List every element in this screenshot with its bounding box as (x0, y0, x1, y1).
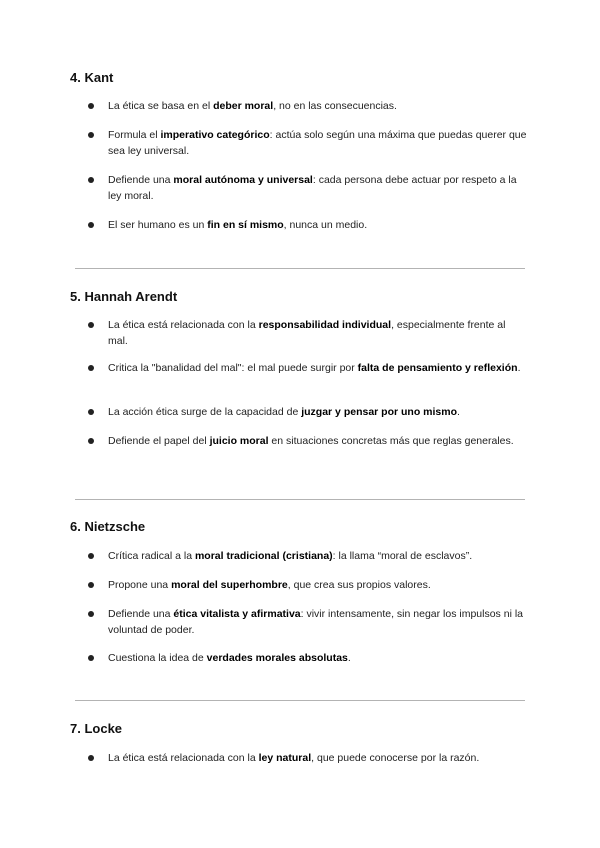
bullet-icon (88, 103, 94, 109)
list-item: Formula el imperativo categórico: actúa solo según una máxima que puedas querer que sea ley universal. (108, 129, 527, 157)
bullet-icon (88, 438, 94, 444)
list-item: La ética se basa en el deber moral, no en las consecuencias. (108, 100, 397, 112)
list-item: Cuestiona la idea de verdades morales absolutas. (108, 652, 351, 664)
bullet-icon (88, 655, 94, 661)
list-item: Critica la "banalidad del mal": el mal puede surgir por falta de pensamiento y reflexión. (108, 362, 521, 374)
bullet-icon (88, 611, 94, 617)
bullet-icon (88, 322, 94, 328)
section-divider (75, 700, 525, 701)
list-item: El ser humano es un fin en sí mismo, nunca un medio. (108, 219, 368, 231)
bullet-icon (88, 365, 94, 371)
bullet-icon (88, 132, 94, 138)
bullet-icon (88, 177, 94, 183)
list-item: Defiende una ética vitalista y afirmativa: vivir intensamente, sin negar los impulsos ni la voluntad de poder. (108, 608, 523, 636)
section-heading-locke: 7. Locke (70, 721, 123, 736)
bullet-icon (88, 409, 94, 415)
section-divider (75, 499, 525, 500)
section-heading-arendt: 5. Hannah Arendt (70, 289, 178, 304)
list-item: La acción ética surge de la capacidad de juzgar y pensar por uno mismo. (108, 406, 460, 418)
section-heading-kant: 4. Kant (70, 70, 114, 85)
list-item: Crítica radical a la moral tradicional (cristiana): la llama “moral de esclavos”. (108, 550, 473, 562)
bullet-icon (88, 755, 94, 761)
bullet-icon (88, 582, 94, 588)
list-item: Propone una moral del superhombre, que crea sus propios valores. (108, 579, 431, 591)
list-item: Defiende una moral autónoma y universal: cada persona debe actuar por respeto a la ley moral. (108, 174, 517, 202)
bullet-icon (88, 222, 94, 228)
list-item: La ética está relacionada con la ley natural, que puede conocerse por la razón. (108, 752, 480, 764)
list-item: Defiende el papel del juicio moral en situaciones concretas más que reglas generales. (108, 435, 514, 447)
section-heading-nietzsche: 6. Nietzsche (70, 519, 146, 534)
list-item: La ética está relacionada con la responsabilidad individual, especialmente frente al mal. (108, 319, 506, 347)
bullet-icon (88, 553, 94, 559)
section-divider (75, 268, 525, 269)
